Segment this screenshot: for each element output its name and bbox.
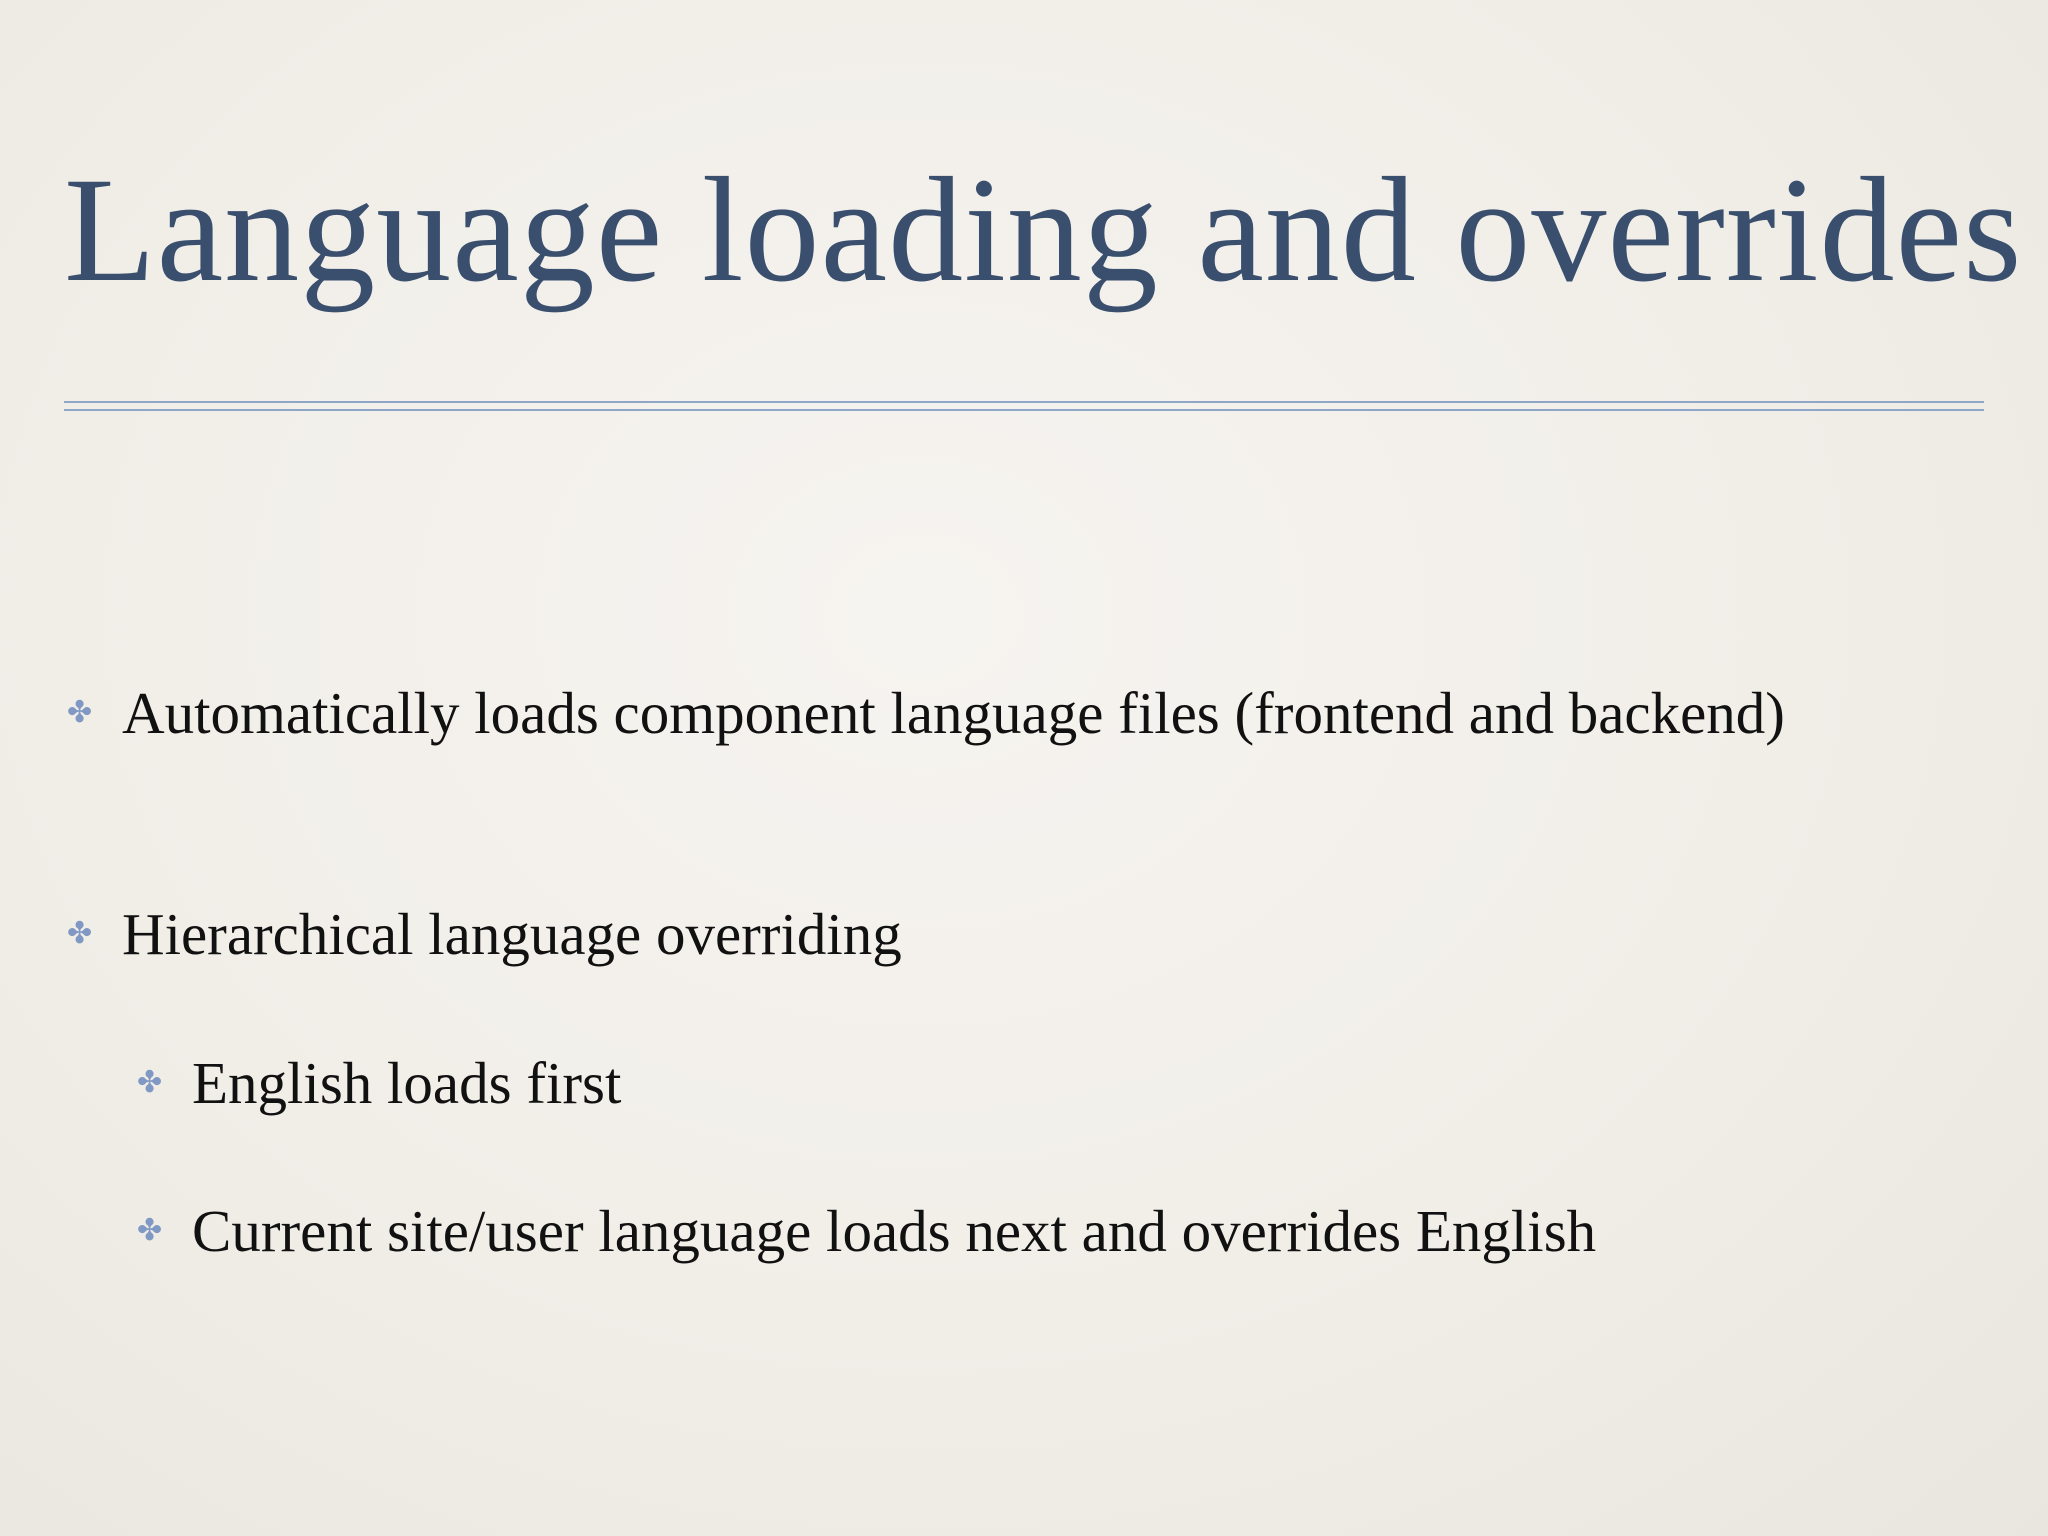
bullet-flower-icon: ✤ [137, 1214, 163, 1247]
bullet-text: Automatically loads component language files (frontend and backend) [122, 680, 1785, 746]
bullet-flower-icon: ✤ [137, 1066, 163, 1099]
sub-bullet-item [137, 1197, 1832, 1265]
bullet-flower-icon: ✤ [67, 917, 93, 950]
bullet-text: Current site/user language loads next and overrides English [192, 1198, 1597, 1264]
bullet-item [67, 679, 1802, 747]
bullet-item [67, 900, 1802, 968]
title-divider-top [64, 401, 1984, 403]
bullet-text: English loads first [192, 1050, 622, 1116]
sub-bullet-item [137, 1049, 1832, 1117]
bullet-flower-icon: ✤ [67, 696, 93, 729]
slide-title: Language loading and overrides [64, 147, 2023, 313]
title-divider-bottom [64, 409, 1984, 411]
bullet-text: Hierarchical language overriding [122, 901, 902, 967]
